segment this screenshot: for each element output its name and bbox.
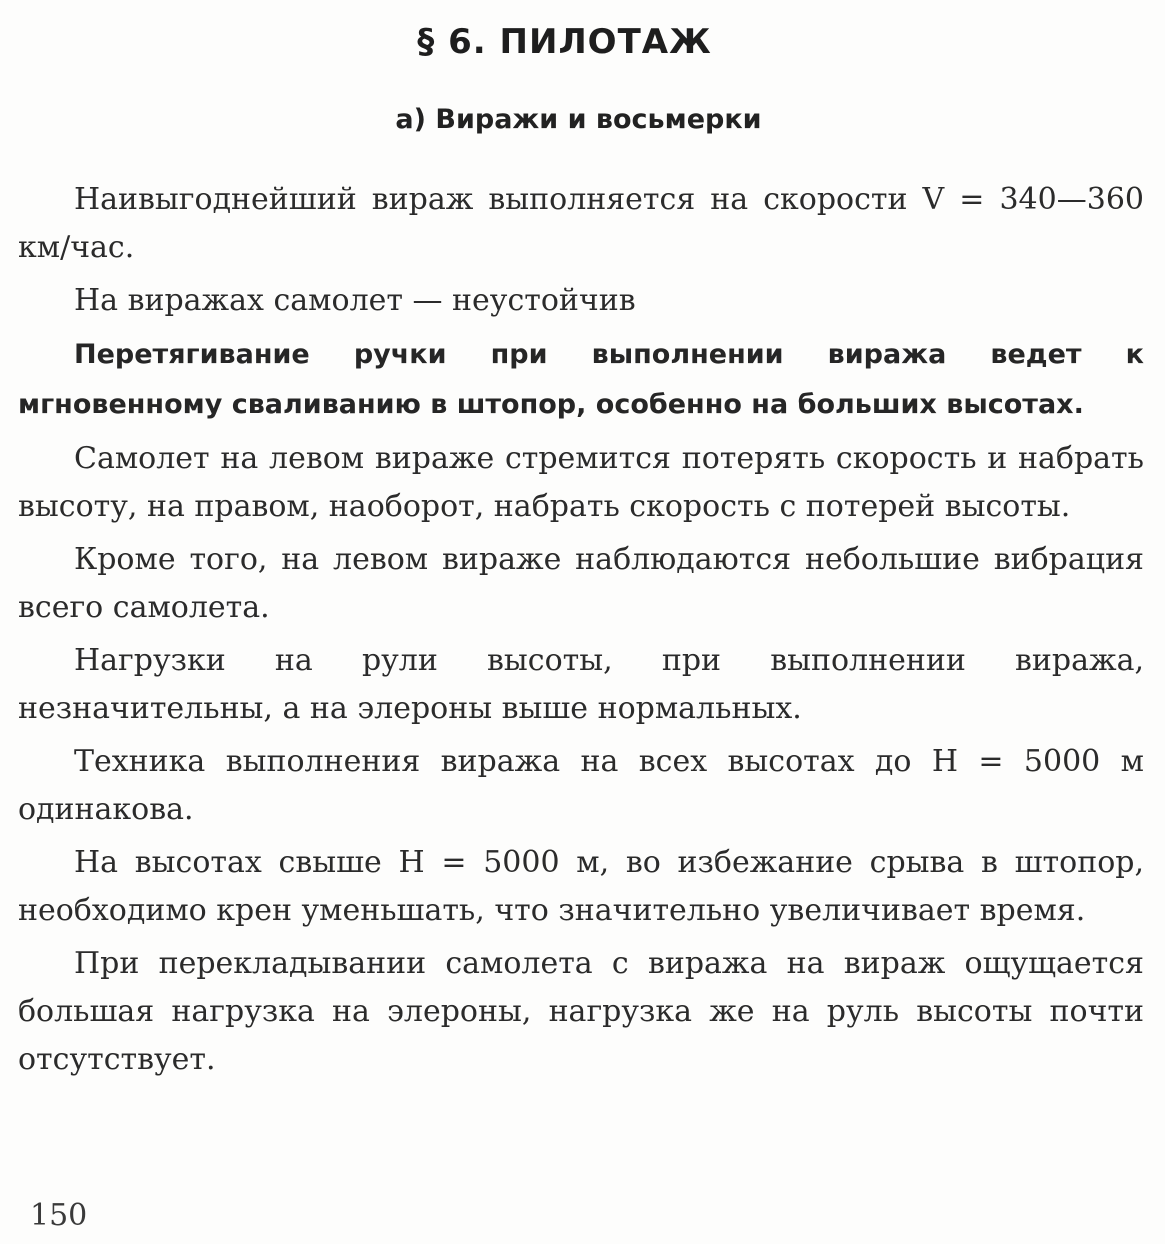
paragraph-left-turn: Самолет на левом вираже стремится потерять скорость и набрать высоту, на правом, наоборот, набрать скорость с потерей высоты. bbox=[18, 441, 1144, 524]
paragraph-vibration: Кроме того, на левом вираже наблюдаются небольшие вибрация всего самолета. bbox=[18, 542, 1144, 625]
paragraph-control-loads: Нагрузки на рули высоты, при выполнении виража, незначительны, а на элероны выше нормальных. bbox=[18, 643, 1144, 726]
paragraph-high-altitude: На высотах свыше H = 5000 м, во избежание срыва в штопор, необходимо крен уменьшать, что значительно увеличивает время. bbox=[18, 845, 1144, 928]
paragraph-turn-speed: Наивыгоднейший вираж выполняется на скорости V = 340—360 км/час. bbox=[18, 182, 1144, 265]
section-title: § 6. ПИЛОТАЖ bbox=[417, 22, 712, 62]
subsection-title: а) Виражи и восьмерки bbox=[395, 104, 762, 135]
paragraph-instability: На виражах самолет — неустойчив bbox=[74, 283, 636, 318]
paragraph-stall-warning: Перетягивание ручки при выполнении виража ведет к мгновенному сваливанию в штопор, особенно на больших высотах. bbox=[18, 339, 1144, 420]
paragraph-technique: Техника выполнения виража на всех высотах до H = 5000 м одинакова. bbox=[18, 744, 1144, 827]
page-number: 150 bbox=[30, 1198, 88, 1233]
body-text bbox=[18, 176, 1144, 1089]
paragraph-reversal: При перекладывании самолета с виража на вираж ощущается большая нагрузка на элероны, нагрузка же на руль высоты почти отсутствует. bbox=[18, 946, 1144, 1077]
